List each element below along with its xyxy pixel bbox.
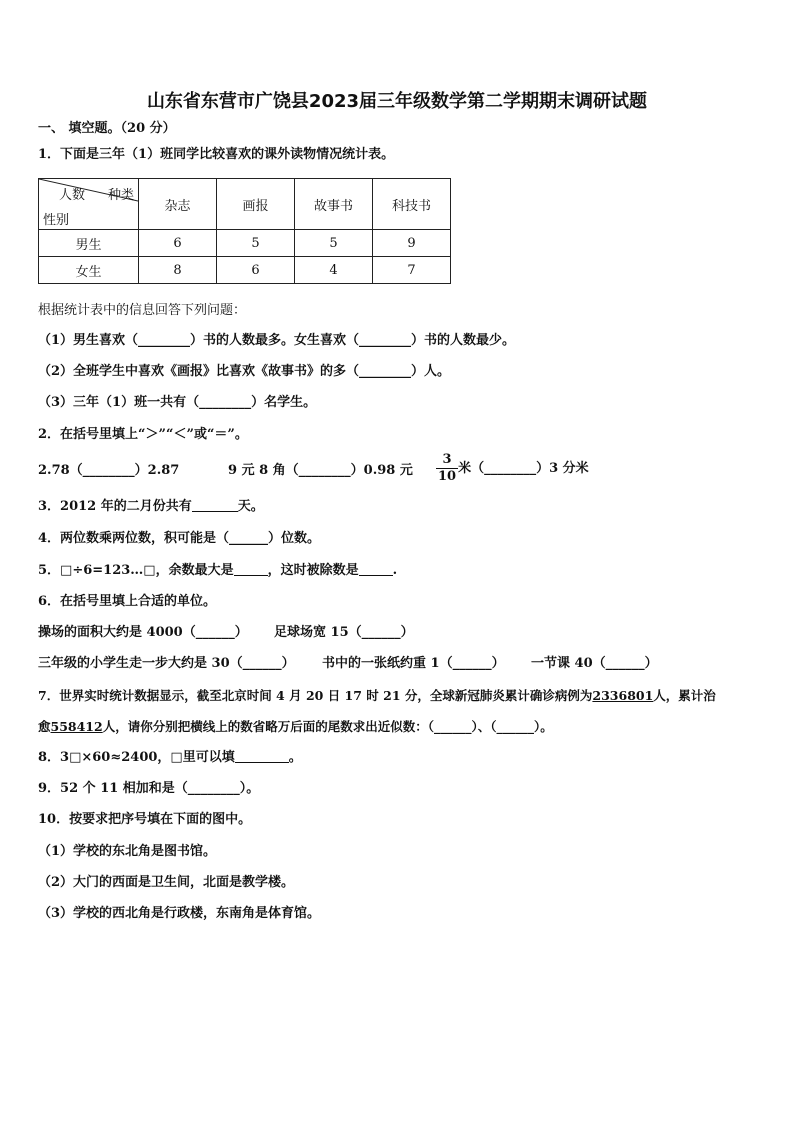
question-8 bbox=[38, 749, 302, 767]
question-10-stem: 10．按要求把序号填在下面的图中。 bbox=[38, 812, 252, 827]
question-5 bbox=[38, 562, 397, 580]
answer-blank[interactable] bbox=[235, 749, 289, 763]
question-10-s1: （1）学校的东北角是图书馆。 bbox=[38, 844, 217, 859]
table-cell: 9 bbox=[373, 230, 451, 257]
row-label: 男生 bbox=[39, 230, 139, 257]
table-row bbox=[39, 257, 451, 284]
question-5-post: . bbox=[392, 563, 398, 578]
question-9: 9．52 个 11 相加和是（________）。 bbox=[38, 781, 260, 796]
table-cell: 6 bbox=[139, 230, 217, 257]
question-2-c bbox=[436, 452, 589, 485]
corner-label-type: 种类 bbox=[107, 188, 134, 203]
question-4: 4．两位数乘两位数，积可能是（______）位数。 bbox=[38, 531, 321, 546]
column-header: 科技书 bbox=[373, 179, 451, 230]
table-cell: 4 bbox=[295, 257, 373, 284]
question-8-pre: 8．3□×60≈2400，□里可以填 bbox=[38, 750, 235, 765]
fraction-denominator: 10 bbox=[438, 469, 457, 484]
question-5-pre: 5．□÷6=123…□，余数最大是 bbox=[38, 563, 234, 578]
column-header: 故事书 bbox=[295, 179, 373, 230]
question-7-l2-pre: 愈 bbox=[38, 719, 51, 734]
table-cell: 7 bbox=[373, 257, 451, 284]
question-10-s3: （3）学校的西北角是行政楼，东南角是体育馆。 bbox=[38, 906, 321, 921]
question-3 bbox=[38, 498, 264, 516]
table-cell: 5 bbox=[217, 230, 295, 257]
question-1-prompt: 根据统计表中的信息回答下列问题： bbox=[38, 303, 247, 318]
reading-stats-table bbox=[38, 178, 451, 284]
question-6-l2b: 书中的一张纸约重 1（______） bbox=[322, 656, 505, 671]
question-1-sub2: （2）全班学生中喜欢《画报》比喜欢《故事书》的多（________）人。 bbox=[38, 364, 451, 379]
question-2-b: 9 元 8 角（________）0.98 元 bbox=[228, 463, 413, 478]
question-7-l1-pre: 7．世界实时统计数据显示，截至北京时间 4 月 20 日 17 时 21 分，全球新冠肺炎累计确诊病例为 bbox=[38, 688, 593, 703]
table-corner-header bbox=[39, 179, 139, 230]
answer-blank[interactable] bbox=[234, 562, 268, 576]
table-row bbox=[39, 230, 451, 257]
corner-label-gender: 性别 bbox=[43, 213, 70, 228]
page-title: 山东省东营市广饶县2023届三年级数学第二学期期末调研试题 bbox=[146, 91, 648, 112]
question-5-mid: ，这时被除数是 bbox=[267, 563, 359, 578]
question-2-stem: 2．在括号里填上“＞”“＜”或“＝”。 bbox=[38, 427, 248, 442]
question-7-number-1: 2336801 bbox=[592, 688, 654, 703]
question-10-s2: （2）大门的西面是卫生间，北面是教学楼。 bbox=[38, 875, 295, 890]
question-1-sub3: （3）三年（1）班一共有（________）名学生。 bbox=[38, 395, 317, 410]
table-cell: 6 bbox=[217, 257, 295, 284]
corner-label-count: 人数 bbox=[59, 188, 86, 203]
answer-blank[interactable] bbox=[192, 498, 238, 512]
fraction-numerator: 3 bbox=[436, 452, 458, 469]
question-2-a: 2.78（________）2.87 bbox=[38, 463, 180, 478]
table-cell: 8 bbox=[139, 257, 217, 284]
column-header: 杂志 bbox=[139, 179, 217, 230]
question-7-l2-post: 人，请你分别把横线上的数省略万后面的尾数求出近似数：（______）、（______）。 bbox=[102, 719, 553, 734]
question-7-line2 bbox=[38, 718, 553, 736]
row-label: 女生 bbox=[39, 257, 139, 284]
question-2-c-text: 米（________）3 分米 bbox=[458, 461, 589, 476]
answer-blank[interactable] bbox=[359, 562, 393, 576]
question-8-post: 。 bbox=[288, 750, 302, 765]
question-3-post: 天。 bbox=[237, 499, 264, 514]
question-7-number-2: 558412 bbox=[50, 719, 103, 734]
fraction bbox=[436, 452, 458, 485]
question-7-l1-post: 人，累计治 bbox=[653, 688, 716, 703]
question-6-l2a: 三年级的小学生走一步大约是 30（______） bbox=[38, 656, 295, 671]
table-cell: 5 bbox=[295, 230, 373, 257]
question-1-stem: 1．下面是三年（1）班同学比较喜欢的课外读物情况统计表。 bbox=[38, 147, 395, 162]
question-3-pre: 3．2012 年的二月份共有 bbox=[38, 499, 192, 514]
question-6-stem: 6．在括号里填上合适的单位。 bbox=[38, 594, 217, 609]
question-6-l1b: 足球场宽 15（______） bbox=[274, 625, 414, 640]
section-heading: 一、 填空题。（20 分） bbox=[38, 121, 176, 136]
question-6-l1a: 操场的面积大约是 4000（______） bbox=[38, 625, 248, 640]
question-1-sub1: （1）男生喜欢（________）书的人数最多。女生喜欢（________）书的人数最少。 bbox=[38, 333, 516, 348]
question-6-l2c: 一节课 40（______） bbox=[531, 656, 658, 671]
column-header: 画报 bbox=[217, 179, 295, 230]
question-7-line1 bbox=[38, 687, 716, 705]
